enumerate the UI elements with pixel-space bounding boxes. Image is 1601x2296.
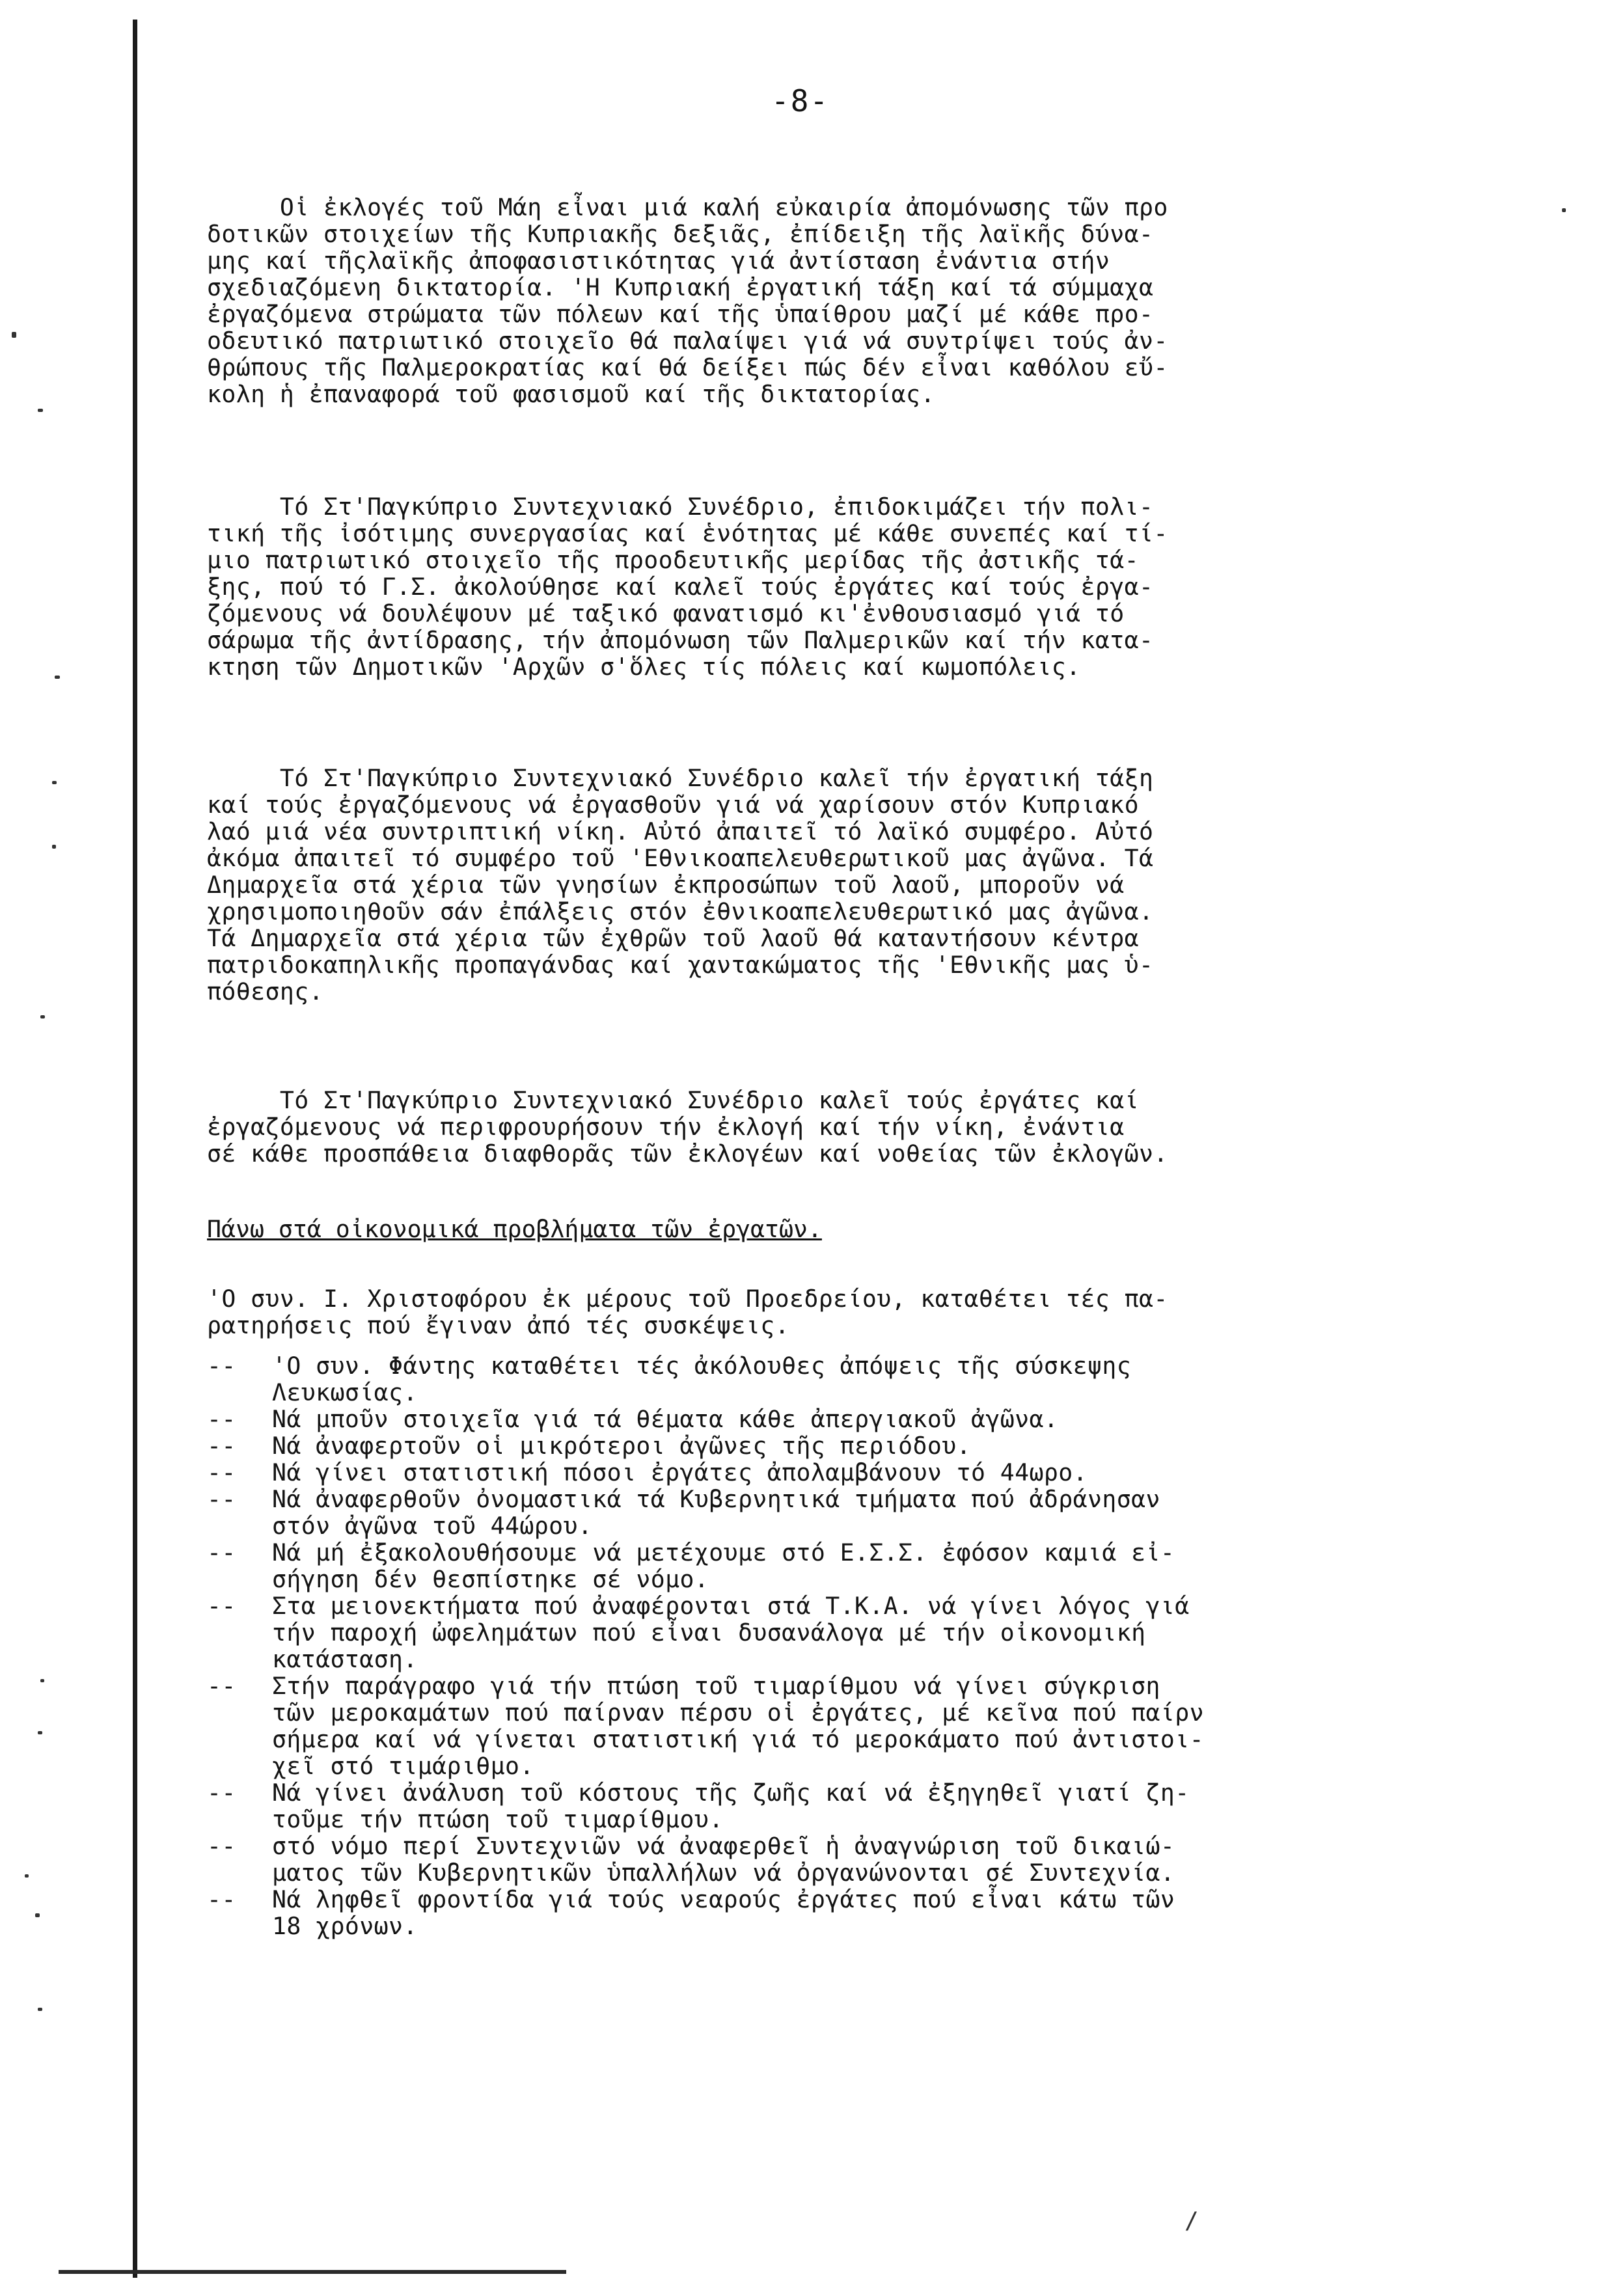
margin-speck	[52, 781, 57, 784]
points-list	[207, 1352, 1509, 1939]
list-dash: --	[207, 1885, 236, 1913]
list-item	[207, 1406, 1509, 1432]
text-line: μιο πατριωτικό στοιχεῖο τῆς προοδευτικῆς μερίδας τῆς ἀστικῆς τά-	[207, 546, 1139, 574]
margin-speck	[12, 332, 16, 338]
list-item-body	[272, 1406, 1509, 1432]
text-line: πόθεσης.	[207, 977, 323, 1005]
list-dash: --	[207, 1458, 236, 1486]
margin-speck	[38, 2008, 42, 2011]
text-line: Τό Στ'Παγκύπριο Συντεχνιακό Συνέδριο, ἐπιδοκιμάζει τήν πολι-	[207, 493, 1154, 521]
text-line: τήν παροχή ὠφελημάτων πού εἶναι δυσανάλογα μέ τήν οἰκονομική	[272, 1619, 1146, 1647]
list-item-body	[272, 1779, 1509, 1833]
text-line: σήγηση δέν θεσπίστηκε σέ νόμο.	[272, 1565, 709, 1593]
margin-speck	[55, 676, 60, 679]
text-line: ἀκόμα ἀπαιτεῖ τό συμφέρο τοῦ 'Εθνικοαπελευθερωτικοῦ μας ἀγῶνα. Τά	[207, 844, 1154, 872]
list-item	[207, 1673, 1509, 1779]
section-heading: Πάνω στά οἰκονομικά προβλήματα τῶν ἐργατῶν.	[207, 1215, 822, 1243]
list-dash: --	[207, 1432, 236, 1460]
text-line: καί τούς ἐργαζόμενους νά ἐργασθοῦν γιά νά χαρίσουν στόν Κυπριακό	[207, 791, 1139, 819]
list-item	[207, 1486, 1509, 1539]
margin-speck	[40, 1679, 44, 1682]
footer-mark: /	[1184, 2207, 1199, 2234]
text-line: τοῦμε τήν πτώση τοῦ τιμαρίθμου.	[272, 1805, 724, 1833]
paragraph-3	[207, 765, 1502, 1005]
list-item-body	[272, 1459, 1509, 1486]
list-dash: --	[207, 1352, 236, 1380]
text-line: 'Ο συν. Ι. Χριστοφόρου ἐκ μέρους τοῦ Προεδρείου, καταθέτει τές πα-	[207, 1285, 1168, 1313]
margin-speck	[38, 1731, 42, 1734]
list-dash: --	[207, 1779, 236, 1807]
text-line: Τό Στ'Παγκύπριο Συντεχνιακό Συνέδριο καλεῖ τούς ἐργάτες καί	[207, 1086, 1139, 1114]
text-line: ζόμενους νά δουλέψουν μέ ταξικό φανατισμό κι'ἐνθουσιασμό γιά τό	[207, 599, 1125, 627]
text-line: Νά ἀναφερθοῦν ὀνομαστικά τά Κυβερνητικά τμήματα πού ἀδράνησαν	[272, 1485, 1160, 1513]
list-item	[207, 1459, 1509, 1486]
list-item	[207, 1886, 1509, 1939]
page-number: -8-	[771, 83, 830, 118]
text-line: Στα μειονεκτήματα πού ἀναφέρονται στά Τ.Κ.Α. νά γίνει λόγος γιά	[272, 1592, 1190, 1620]
list-dash: --	[207, 1672, 236, 1700]
text-line: ξης, πού τό Γ.Σ. ἀκολούθησε καί καλεῖ τούς ἐργάτες καί τούς ἐργα-	[207, 573, 1154, 601]
list-item-body	[272, 1486, 1509, 1539]
margin-speck	[40, 1015, 45, 1018]
list-item-body	[272, 1539, 1509, 1592]
list-item-body	[272, 1352, 1509, 1406]
text-line: 'Ο συν. Φάντης καταθέτει τές ἀκόλουθες ἀπόψεις τῆς σύσκεψης	[272, 1352, 1132, 1380]
text-line: κολη ἡ ἐπαναφορά τοῦ φασισμοῦ καί τῆς δικτατορίας.	[207, 380, 935, 408]
list-item	[207, 1432, 1509, 1459]
text-line: χρησιμοποιηθοῦν σάν ἐπάλξεις στόν ἐθνικοαπελευθερωτικό μας ἀγῶνα.	[207, 897, 1154, 925]
text-line: Νά γίνει ἀνάλυση τοῦ κόστους τῆς ζωῆς καί νά ἐξηγηθεῖ γιατί ζη-	[272, 1779, 1190, 1807]
list-item-body	[272, 1886, 1509, 1939]
text-line: κατάσταση.	[272, 1645, 418, 1673]
bottom-rule	[59, 2270, 566, 2274]
list-item	[207, 1833, 1509, 1886]
text-line: ρατηρήσεις πού ἔγιναν ἀπό τές συσκέψεις.	[207, 1311, 789, 1339]
list-dash: --	[207, 1538, 236, 1566]
text-line: Νά ληφθεῖ φροντίδα γιά τούς νεαρούς ἐργάτες πού εἶναι κάτω τῶν	[272, 1885, 1175, 1913]
text-line: Οἱ ἐκλογές τοῦ Μάη εἶναι μιά καλή εὐκαιρία ἀπομόνωσης τῶν προ	[207, 193, 1168, 221]
text-line: μης καί τῆςλαϊκῆς ἀποφασιστικότητας γιά ἀντίσταση ἐνάντια στήν	[207, 247, 1110, 275]
list-item-body	[272, 1673, 1509, 1779]
list-dash: --	[207, 1592, 236, 1620]
list-item	[207, 1592, 1509, 1673]
paragraph-1	[207, 194, 1502, 407]
text-line: σέ κάθε προσπάθεια διαφθορᾶς τῶν ἐκλογέων καί νοθείας τῶν ἐκλογῶν.	[207, 1140, 1168, 1168]
list-dash: --	[207, 1832, 236, 1860]
binding-margin-line	[133, 20, 137, 2278]
intro-paragraph	[207, 1285, 1502, 1339]
list-item	[207, 1539, 1509, 1592]
text-line: κτηση τῶν Δημοτικῶν 'Αρχῶν σ'ὅλες τίς πόλεις καί κωμοπόλεις.	[207, 653, 1081, 681]
margin-speck	[1562, 208, 1566, 212]
text-line: ἐργαζόμενους νά περιφρουρήσουν τήν ἐκλογή καί τήν νίκη, ἐνάντια	[207, 1113, 1125, 1141]
text-line: ματος τῶν Κυβερνητικῶν ὑπαλλήλων νά ὀργανώνονται σέ Συντεχνία.	[272, 1859, 1175, 1887]
text-line: Λευκωσίας.	[272, 1378, 418, 1406]
text-line: σάρωμα τῆς ἀντίδρασης, τήν ἀπομόνωση τῶν Παλμερικῶν καί τήν κατα-	[207, 626, 1154, 654]
margin-speck	[35, 1913, 40, 1917]
list-item-body	[272, 1432, 1509, 1459]
text-line: Νά γίνει στατιστική πόσοι ἐργάτες ἀπολαμβάνουν τό 44ωρο.	[272, 1458, 1088, 1486]
text-line: τική τῆς ἰσότιμης συνεργασίας καί ἑνότητας μέ κάθε συνεπές καί τί-	[207, 519, 1168, 547]
text-line: σχεδιαζόμενη δικτατορία. 'Η Κυπριακή ἐργατική τάξη καί τά σύμμαχα	[207, 273, 1154, 301]
text-line: σήμερα καί νά γίνεται στατιστική γιά τό μεροκάματο πού ἀντιστοι-	[272, 1725, 1204, 1753]
margin-speck	[52, 845, 56, 849]
text-line: Στήν παράγραφο γιά τήν πτώση τοῦ τιμαρίθμου νά γίνει σύγκριση	[272, 1672, 1160, 1700]
list-item	[207, 1779, 1509, 1833]
paragraph-4	[207, 1087, 1502, 1167]
text-line: στόν ἀγῶνα τοῦ 44ώρου.	[272, 1512, 593, 1540]
text-line: δοτικῶν στοιχείων τῆς Κυπριακῆς δεξιᾶς, ἐπίδειξη τῆς λαϊκῆς δύνα-	[207, 220, 1154, 248]
text-line: θρώπους τῆς Παλμεροκρατίας καί θά δείξει πώς δέν εἶναι καθόλου εὔ-	[207, 353, 1168, 381]
margin-speck	[38, 409, 43, 412]
list-item-body	[272, 1833, 1509, 1886]
text-line: Νά ἀναφερτοῦν οἱ μικρότεροι ἀγῶνες τῆς περιόδου.	[272, 1432, 971, 1460]
text-line: οδευτικό πατριωτικό στοιχεῖο θά παλαίψει γιά νά συντρίψει τούς ἀν-	[207, 327, 1168, 355]
text-line: Τό Στ'Παγκύπριο Συντεχνιακό Συνέδριο καλεῖ τήν ἐργατική τάξη	[207, 764, 1154, 792]
text-line: στό νόμο περί Συντεχνιῶν νά ἀναφερθεῖ ἡ ἀναγνώριση τοῦ δικαιώ-	[272, 1832, 1175, 1860]
text-line: Νά μή ἐξακολουθήσουμε νά μετέχουμε στό Ε.Σ.Σ. ἐφόσον καμιά εἰ-	[272, 1538, 1175, 1566]
text-line: Δημαρχεῖα στά χέρια τῶν γνησίων ἐκπροσώπων τοῦ λαοῦ, μποροῦν νά	[207, 871, 1125, 899]
text-line: Νά μποῦν στοιχεῖα γιά τά θέματα κάθε ἀπεργιακοῦ ἀγῶνα.	[272, 1405, 1059, 1433]
text-line: λαό μιά νέα συντριπτική νίκη. Αὐτό ἀπαιτεῖ τό λαϊκό συμφέρο. Αὐτό	[207, 817, 1154, 845]
text-line: Τά Δημαρχεῖα στά χέρια τῶν ἐχθρῶν τοῦ λαοῦ θά καταντήσουν κέντρα	[207, 924, 1139, 952]
paragraph-2	[207, 493, 1502, 680]
text-line: πατριδοκαπηλικῆς προπαγάνδας καί χαντακώματος τῆς 'Εθνικῆς μας ὑ-	[207, 951, 1154, 979]
list-dash: --	[207, 1405, 236, 1433]
text-line: ἐργαζόμενα στρώματα τῶν πόλεων καί τῆς ὑπαίθρου μαζί μέ κάθε προ-	[207, 300, 1154, 328]
margin-speck	[25, 1874, 29, 1878]
text-line: χεῖ στό τιμάριθμο.	[272, 1752, 534, 1780]
text-line: 18 χρόνων.	[272, 1912, 418, 1940]
list-item	[207, 1352, 1509, 1406]
text-line: τῶν μεροκαμάτων πού παίρναν πέρσυ οἱ ἐργάτες, μέ κεῖνα πού παίρν	[272, 1699, 1204, 1727]
list-dash: --	[207, 1485, 236, 1513]
list-item-body	[272, 1592, 1509, 1673]
